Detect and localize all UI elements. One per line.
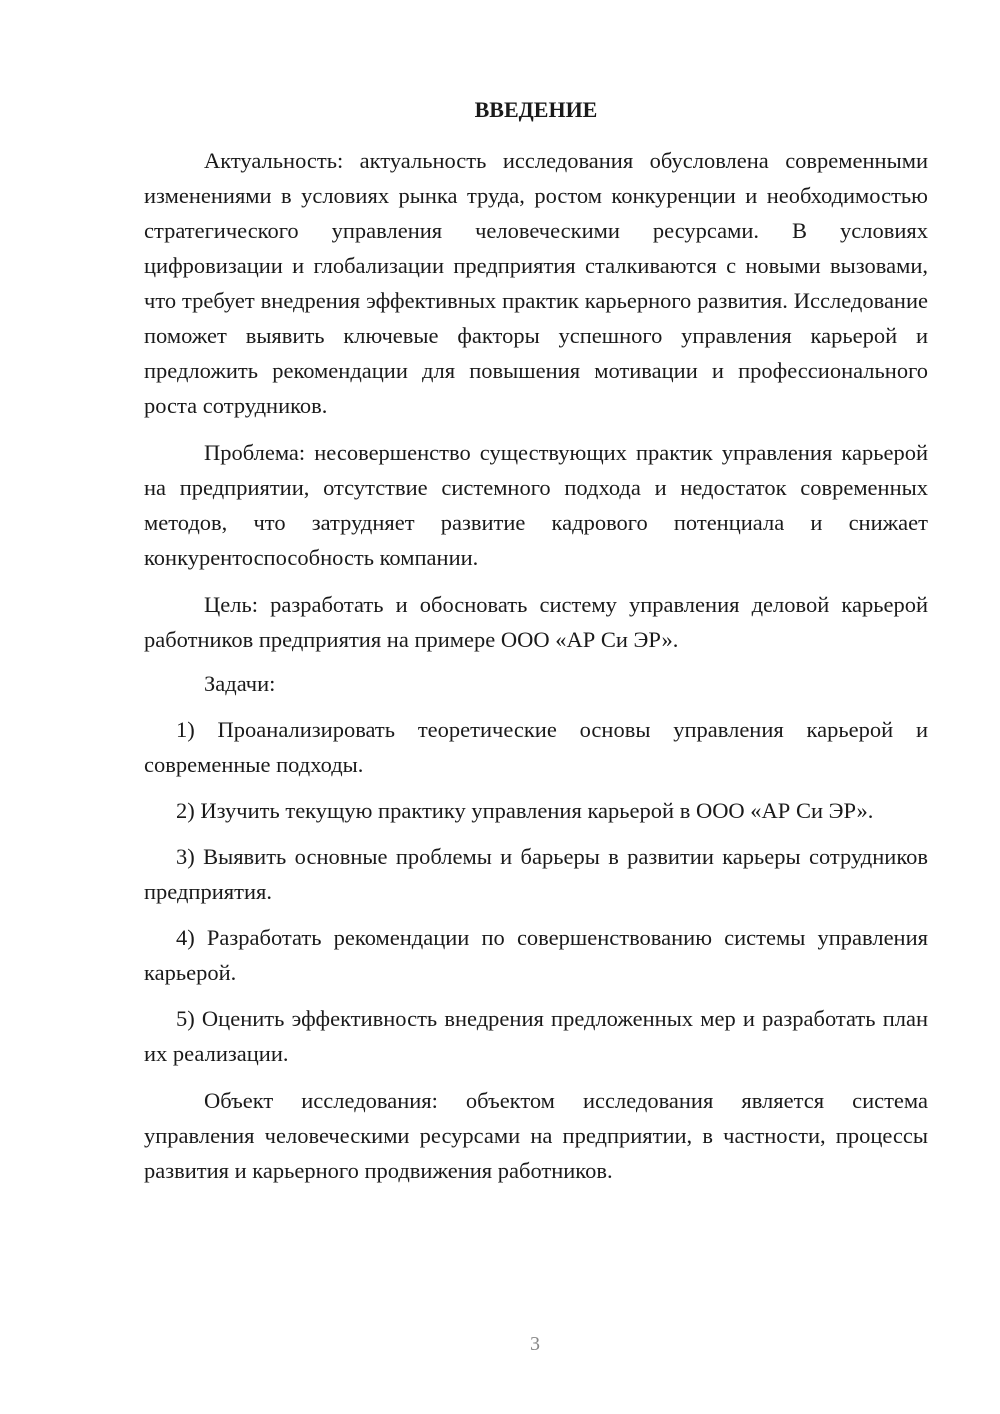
task-item-4: 4) Разработать рекомендации по совершенствованию системы управления карьерой. xyxy=(144,925,928,985)
tasks-label: Задачи: xyxy=(204,671,276,696)
problem-paragraph: Проблема: несовершенство существующих практик управления карьерой на предприятии, отсутствие системного подхода и недостаток современных методов, что затрудняет развитие кадрового потенциала и снижает конкурентоспособность компании. xyxy=(144,440,928,570)
goal-paragraph: Цель: разработать и обосновать систему управления деловой карьерой работников предприятия на примере ООО «АР Си ЭР». xyxy=(144,592,928,652)
task-item-2: 2) Изучить текущую практику управления карьерой в ООО «АР Си ЭР». xyxy=(176,798,874,823)
task-item-5: 5) Оценить эффективность внедрения предложенных мер и разработать план их реализации. xyxy=(144,1006,928,1066)
object-paragraph: Объект исследования: объектом исследования является система управления человеческими ресурсами на предприятии, в частности, процессы развития и карьерного продвижения работников. xyxy=(144,1088,928,1183)
page-number: 3 xyxy=(530,1333,540,1355)
task-item-1: 1) Проанализировать теоретические основы управления карьерой и современные подходы. xyxy=(144,717,928,777)
task-item-3: 3) Выявить основные проблемы и барьеры в развитии карьеры сотрудников предприятия. xyxy=(144,844,928,904)
page-title: ВВЕДЕНИЕ xyxy=(474,97,598,122)
page-content xyxy=(144,95,928,1188)
tasks-list xyxy=(144,712,928,1071)
relevance-paragraph: Актуальность: актуальность исследования обусловлена современными изменениями в условиях рынка труда, ростом конкуренции и необходимостью стратегического управления человеческими ресурсами. В условиях цифровизации и глобализации предприятия сталкиваются с новыми вызовами, что требует внедрения эффективных практик карьерного развития. Исследование поможет выявить ключевые факторы успешного управления карьерой и предложить рекомендации для повышения мотивации и профессионального роста сотрудников. xyxy=(144,148,928,418)
